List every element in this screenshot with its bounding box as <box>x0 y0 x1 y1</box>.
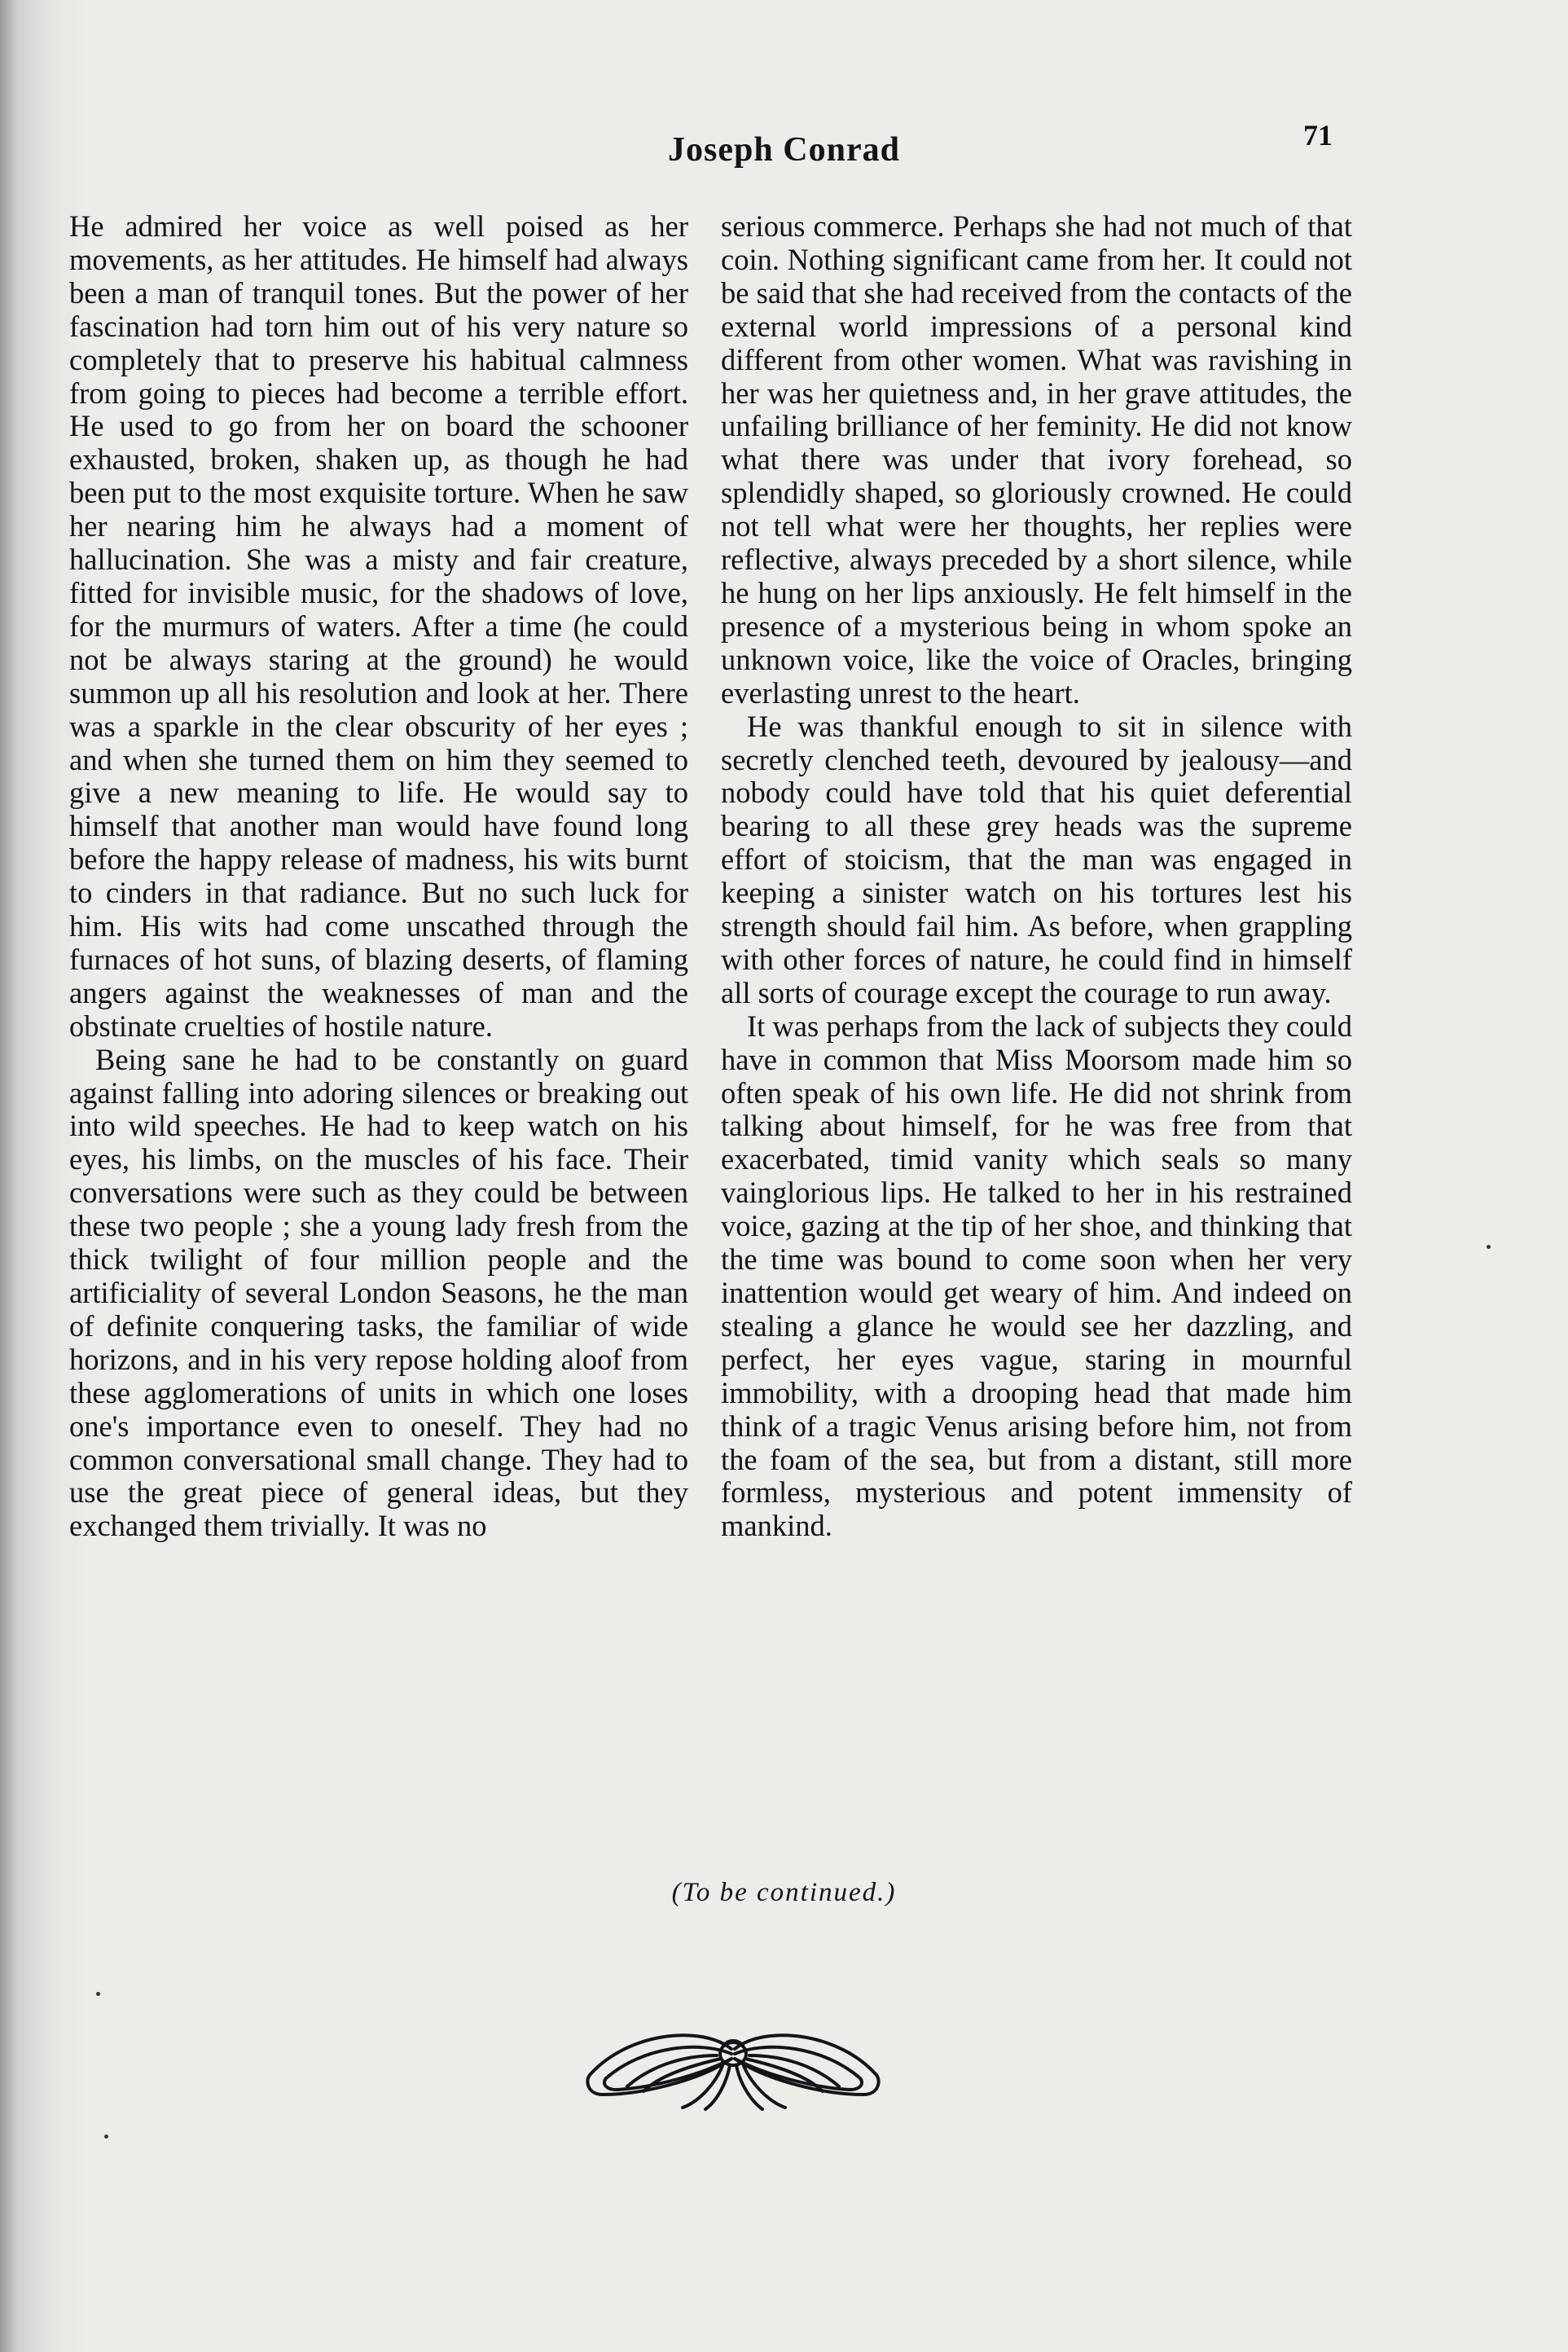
ribbon-bow-ornament-icon <box>578 2016 888 2114</box>
right-column <box>721 210 1352 1543</box>
print-speck <box>1487 1245 1491 1249</box>
paragraph: serious commerce. Perhaps she had not much of that coin. Nothing significant came from her. It could not be said that she had received from the contacts of the external world impressions of a personal kind different from other women. What was ravishing in her was her quietness and, in her grave attitudes, the unfailing brilliance of her feminity. He did not know what there was under that ivory forehead, so splendidly shaped, so gloriously crowned. He could not tell what were her thoughts, her replies were reflective, always preceded by a short silence, while he hung on her lips anxiously. He felt himself in the presence of a mysterious being in whom spoke an unknown voice, like the voice of Oracles, bringing everlasting unrest to the heart. <box>721 209 1352 710</box>
left-column <box>69 210 688 1543</box>
paragraph: He was thankful enough to sit in silence with secretly clenched teeth, devoured by jealousy—and nobody could have told that his quiet deferential bearing to all these grey heads was the supreme effort of stoicism, that the man was engaged in keeping a sinister watch on his tortures lest his strength should fail him. As before, when grappling with other forces of nature, he could find in himself all sorts of courage except the courage to run away. <box>721 709 1352 1009</box>
paragraph: It was perhaps from the lack of subjects they could have in common that Miss Moorsom made him so often speak of his own life. He did not shrink from talking about himself, for he was free from that exacerbated, timid vanity which seals so many vainglorious lips. He talked to her in his restrained voice, gazing at the tip of her shoe, and thinking that the time was bound to come soon when her very inattention would get weary of him. And indeed on stealing a glance he would see her dazzling, and perfect, her eyes vague, staring in mournful immobility, with a drooping head that made him think of a tragic Venus arising before him, not from the foam of the sea, but from a distant, still more formless, mysterious and potent immensity of mankind. <box>721 1009 1352 1543</box>
to-be-continued-note: (To be continued.) <box>671 1878 897 1907</box>
paragraph: Being sane he had to be constantly on guard against falling into adoring silences or breaking out into wild speeches. He had to keep watch on his eyes, his limbs, on the muscles of his face. Their conversations were such as they could be between these two people ; she a young lady fresh from the thick twilight of four million people and the artificiality of several London Seasons, he the man of definite conquering tasks, the familiar of wide horizons, and in his very repose holding aloof from these agglomerations of units in which one loses one's importance even to oneself. They had no common conversational small change. They had to use the great piece of general ideas, but they exchanged them trivially. It was no <box>69 1042 688 1543</box>
running-head-title: Joseph Conrad <box>668 131 900 169</box>
page-number: 71 <box>1303 119 1333 152</box>
paragraph: He admired her voice as well poised as her movements, as her attitudes. He himself had always been a man of tranquil tones. But the power of her fascination had torn him out of his very nature so completely that to preserve his habitual calmness from going to pieces had become a terrible effort. He used to go from her on board the schooner exhausted, broken, shaken up, as though he had been put to the most exquisite torture. When he saw her nearing him he always had a moment of hallucination. She was a misty and fair creature, fitted for invisible music, for the shadows of love, for the murmurs of waters. After a time (he could not be always staring at the ground) he would summon up all his resolution and look at her. There was a sparkle in the clear obscurity of her eyes ; and when she turned them on him they seemed to give a new meaning to life. He would say to himself that another man would have found long before the happy release of madness, his wits burnt to cinders in that radiance. But no such luck for him. His wits had come unscathed through the furnaces of hot suns, of blazing deserts, of flaming angers against the weaknesses of man and the obstinate cruelties of hostile nature. <box>69 209 688 1043</box>
print-speck <box>96 1992 100 1996</box>
print-speck <box>104 2134 108 2139</box>
